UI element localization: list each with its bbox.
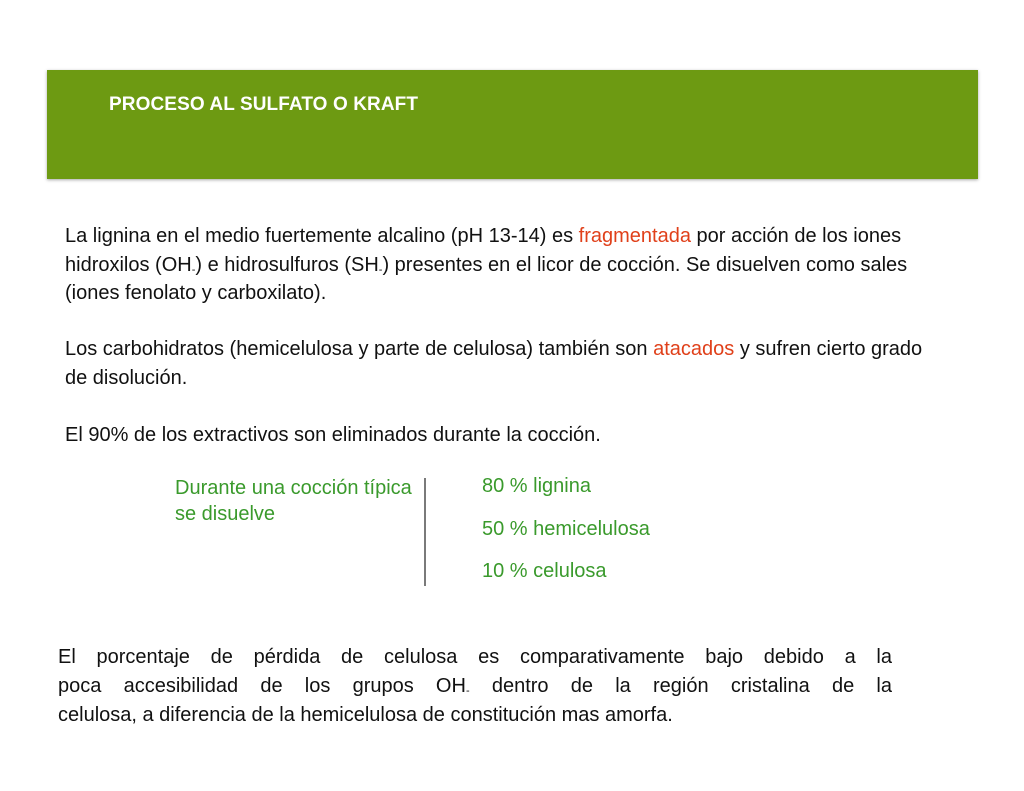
highlight-atacados: atacados bbox=[653, 338, 735, 360]
paragraph-cellulose-loss bbox=[58, 643, 892, 730]
paragraph-cellulose-line-2 bbox=[58, 672, 892, 701]
subscript-minus: - bbox=[465, 685, 470, 697]
title-banner bbox=[47, 70, 978, 179]
paragraph-cellulose-line-2b: dentro de la región cristalina de la bbox=[469, 675, 892, 697]
divider-line bbox=[424, 478, 426, 586]
slide-title: PROCESO AL SULFATO O KRAFT bbox=[109, 94, 419, 115]
subscript-minus: - bbox=[191, 263, 196, 276]
paragraph-carbohydrates-text-b: y sufren cierto grado de disolución. bbox=[65, 338, 923, 389]
dissolution-list bbox=[482, 473, 650, 601]
dissolution-item: 80 % lignina bbox=[482, 475, 591, 497]
paragraph-carbohydrates-text-a: Los carbohidratos (hemicelulosa y parte de celulosa) también son bbox=[65, 338, 654, 360]
paragraph-cellulose-line-2a: poca accesibilidad de los grupos OH bbox=[58, 675, 466, 697]
dissolution-label: Durante una cocción típica se disuelve bbox=[175, 477, 412, 525]
paragraph-cellulose-line-3: celulosa, a diferencia de la hemicelulosa de constitución mas amorfa. bbox=[58, 704, 673, 726]
paragraph-lignin-text-d: ) presentes en el licor de cocción. Se disuelven como sales (iones fenolato y carboxilato). bbox=[65, 253, 908, 304]
paragraph-lignin-text-b: por acción de los iones hidroxilos (OH bbox=[65, 225, 902, 276]
dissolution-item: 10 % celulosa bbox=[482, 560, 607, 582]
subscript-minus: - bbox=[378, 263, 383, 276]
dissolution-item: 50 % hemicelulosa bbox=[482, 517, 650, 540]
paragraph-extractives: El 90% de los extractivos son eliminados durante la cocción. bbox=[65, 424, 601, 446]
paragraph-carbohydrates bbox=[65, 335, 945, 392]
paragraph-lignin bbox=[65, 222, 945, 308]
paragraph-cellulose-line-1: El porcentaje de pérdida de celulosa es comparativamente bajo debido a la bbox=[58, 646, 892, 668]
paragraph-lignin-text-c: ) e hidrosulfuros (SH bbox=[195, 253, 379, 276]
highlight-fragmentada: fragmentada bbox=[578, 225, 691, 247]
paragraph-lignin-text-a: La lignina en el medio fuertemente alcalino (pH 13-14) es bbox=[65, 225, 579, 247]
